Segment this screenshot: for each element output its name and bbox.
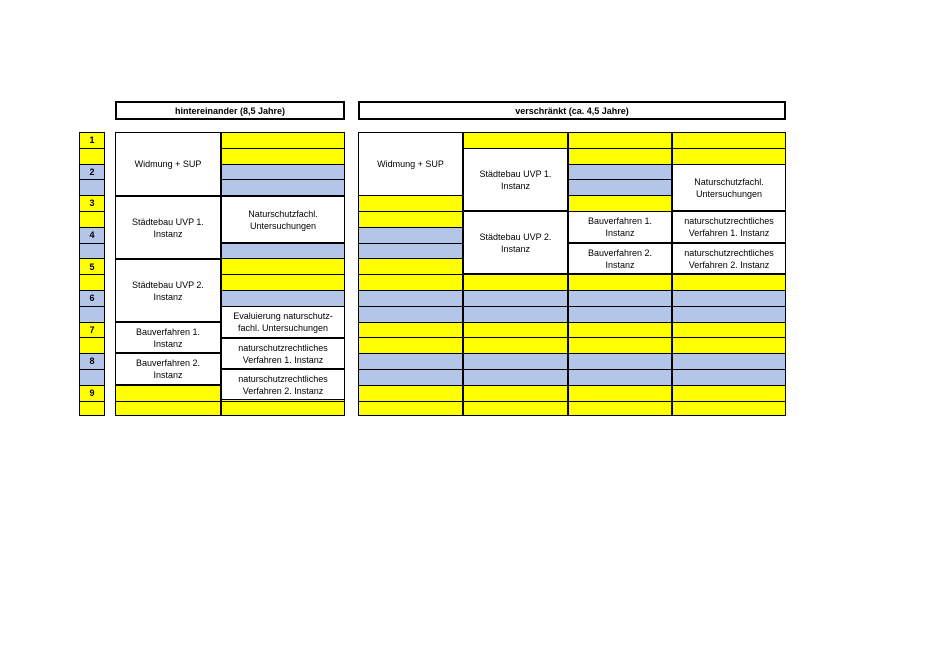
stripe-cell xyxy=(672,337,786,353)
stripe-cell xyxy=(672,290,786,306)
seq-naturschutz-untersuchungen: Naturschutzfachl. Untersuchungen xyxy=(221,196,345,243)
stripe-cell xyxy=(115,401,221,416)
stripe-cell xyxy=(672,274,786,290)
stripe-cell xyxy=(79,337,105,353)
int-widmung-sup: Widmung + SUP xyxy=(358,132,463,196)
seq-naturschutz-verfahren-1: naturschutzrechtliches Verfahren 1. Instanz xyxy=(221,338,345,369)
stripe-cell xyxy=(463,337,568,353)
stripe-cell xyxy=(672,322,786,337)
stripe-cell xyxy=(358,243,463,258)
stripe-cell xyxy=(568,164,672,179)
int-staedtebau-uvp-2: Städtebau UVP 2. Instanz xyxy=(463,211,568,274)
stripe-cell xyxy=(79,148,105,164)
year-label: 1 xyxy=(89,135,95,145)
year-label: 9 xyxy=(89,388,95,398)
int-naturschutz-verfahren-2: naturschutzrechtliches Verfahren 2. Instanz xyxy=(672,243,786,274)
stripe-cell xyxy=(221,179,345,195)
seq-naturschutz-verfahren-2: naturschutzrechtliches Verfahren 2. Instanz xyxy=(221,369,345,400)
stripe-cell xyxy=(221,243,345,258)
stripe-cell xyxy=(79,179,105,195)
stripe-cell xyxy=(672,132,786,148)
int-naturschutz-untersuchungen: Naturschutzfachl. Untersuchungen xyxy=(672,164,786,211)
stripe-cell xyxy=(358,211,463,227)
stripe-cell xyxy=(672,148,786,164)
stripe-cell xyxy=(79,243,105,258)
stripe-cell xyxy=(358,337,463,353)
seq-widmung-sup: Widmung + SUP xyxy=(115,132,221,196)
stripe-cell xyxy=(568,195,672,211)
stripe-cell xyxy=(672,306,786,322)
stripe-cell xyxy=(358,401,463,416)
stripe-cell xyxy=(463,385,568,401)
stripe-cell xyxy=(463,322,568,337)
stripe-cell xyxy=(358,274,463,290)
stripe-cell xyxy=(221,274,345,290)
seq-bauverfahren-2: Bauverfahren 2. Instanz xyxy=(115,353,221,385)
stripe-cell xyxy=(568,353,672,369)
stripe-cell xyxy=(221,164,345,179)
year-label: 5 xyxy=(89,262,95,272)
stripe-cell xyxy=(568,148,672,164)
year-label: 6 xyxy=(89,293,95,303)
stripe-cell xyxy=(568,306,672,322)
int-staedtebau-uvp-1: Städtebau UVP 1. Instanz xyxy=(463,148,568,211)
stripe-cell xyxy=(568,290,672,306)
stripe-cell xyxy=(463,369,568,385)
seq-staedtebau-uvp-1: Städtebau UVP 1. Instanz xyxy=(115,196,221,259)
year-label: 2 xyxy=(89,167,95,177)
stripe-cell xyxy=(221,132,345,148)
stripe-cell xyxy=(672,369,786,385)
stripe-cell xyxy=(463,353,568,369)
stripe-cell xyxy=(568,274,672,290)
year-label: 8 xyxy=(89,356,95,366)
stripe-cell xyxy=(568,385,672,401)
stripe-cell xyxy=(672,353,786,369)
int-bauverfahren-1: Bauverfahren 1. Instanz xyxy=(568,211,672,243)
header-interleaved: verschränkt (ca. 4,5 Jahre) xyxy=(358,101,786,120)
stripe-cell xyxy=(221,258,345,274)
stripe-cell xyxy=(463,306,568,322)
stripe-cell xyxy=(568,369,672,385)
stripe-cell xyxy=(463,290,568,306)
stripe-cell xyxy=(568,337,672,353)
stripe-cell xyxy=(358,322,463,337)
stripe-cell xyxy=(358,195,463,211)
stripe-cell xyxy=(358,306,463,322)
int-bauverfahren-2: Bauverfahren 2. Instanz xyxy=(568,243,672,274)
year-label: 4 xyxy=(89,230,95,240)
stripe-cell xyxy=(79,401,105,416)
stripe-cell xyxy=(79,274,105,290)
stripe-cell xyxy=(358,385,463,401)
stripe-cell xyxy=(221,401,345,416)
stripe-cell xyxy=(672,401,786,416)
stripe-cell xyxy=(568,401,672,416)
stripe-cell xyxy=(568,322,672,337)
stripe-cell xyxy=(568,132,672,148)
stripe-cell xyxy=(358,227,463,243)
stripe-cell xyxy=(358,258,463,274)
stripe-cell xyxy=(115,385,221,401)
stripe-cell xyxy=(221,148,345,164)
seq-evaluierung: Evaluierung naturschutz- fachl. Untersuchungen xyxy=(221,306,345,338)
stripe-cell xyxy=(79,211,105,227)
stripe-cell xyxy=(358,290,463,306)
stripe-cell xyxy=(358,369,463,385)
seq-bauverfahren-1: Bauverfahren 1. Instanz xyxy=(115,322,221,353)
stripe-cell xyxy=(79,369,105,385)
stripe-cell xyxy=(463,401,568,416)
year-label: 3 xyxy=(89,198,95,208)
stripe-cell xyxy=(672,385,786,401)
stripe-cell xyxy=(358,353,463,369)
seq-staedtebau-uvp-2: Städtebau UVP 2. Instanz xyxy=(115,259,221,322)
stripe-cell xyxy=(79,306,105,322)
year-label: 7 xyxy=(89,325,95,335)
stripe-cell xyxy=(463,132,568,148)
stripe-cell xyxy=(568,179,672,195)
header-sequential: hintereinander (8,5 Jahre) xyxy=(115,101,345,120)
int-naturschutz-verfahren-1: naturschutzrechtliches Verfahren 1. Instanz xyxy=(672,211,786,243)
stripe-cell xyxy=(463,274,568,290)
stripe-cell xyxy=(221,290,345,306)
